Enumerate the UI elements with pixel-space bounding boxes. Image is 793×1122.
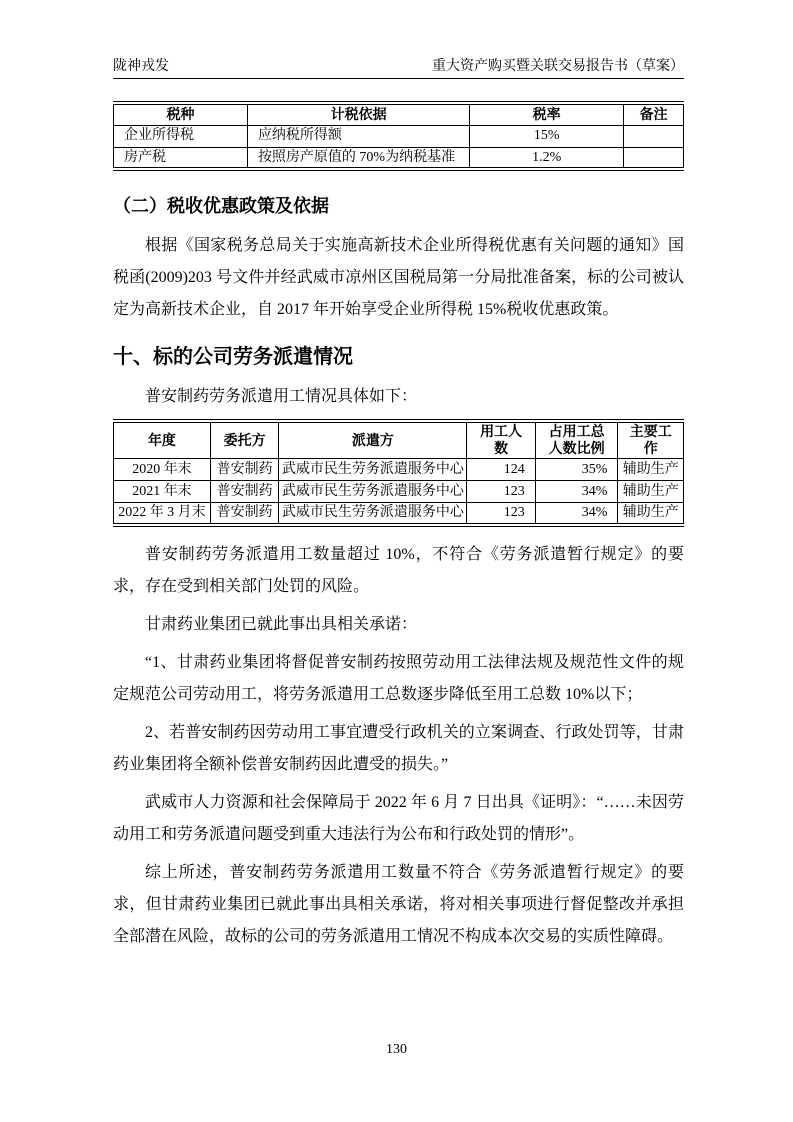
dispatch-col-header-ratio: 占用工总人数比例 [535,421,618,459]
dispatch-col-header-job: 主要工作 [618,421,684,459]
table-cell: 按照房产原值的 70%为纳税基准 [247,147,469,169]
page-number: 130 [386,1042,407,1057]
dispatch-col-header-client: 委托方 [210,421,278,459]
header-report-title: 重大资产购买暨关联交易报告书（草案） [432,59,684,74]
tax-col-header-type: 税种 [114,103,248,125]
labor-dispatch-intro: 普安制药劳务派遣用工情况具体如下： [145,387,418,405]
table-cell [624,125,684,147]
table-cell: 2022 年 3 月末 [114,503,211,525]
table-cell: 123 [467,503,535,525]
labor-paragraph-commitment-2: 2、若普安制药因劳动用工事宜遭受行政机关的立案调查、行政处罚等，甘肃药业集团将全额补偿普安制药因此遭受的损失。” [113,723,684,773]
tax-table-header-row [114,103,684,125]
labor-paragraph-commitment-1: “1、甘肃药业集团将督促普安制药按照劳动用工法律法规及规范性文件的规定规范公司劳动用工，将劳务派遣用工总数逐步降低至用工总数 10%以下； [113,653,684,703]
labor-paragraph-commitment-intro: 甘肃药业集团已就此事出具相关承诺： [145,615,418,633]
table-cell: 普安制药 [210,481,278,503]
tax-table [113,101,684,171]
labor-dispatch-table [113,419,684,527]
table-row [114,147,684,169]
table-cell [624,147,684,169]
labor-paragraph-risk: 普安制药劳务派遣用工数量超过 10%，不符合《劳务派遣暂行规定》的要求，存在受到相关部门处罚的风险。 [113,545,684,595]
table-row [114,503,684,525]
table-cell: 武威市民生劳务派遣服务中心 [279,481,467,503]
table-cell: 企业所得税 [114,125,248,147]
table-cell: 15% [470,125,624,147]
table-cell: 1.2% [470,147,624,169]
table-row [114,459,684,481]
table-cell: 123 [467,481,535,503]
header-company-name: 陇神戎发 [113,59,169,74]
table-cell: 35% [535,459,618,481]
table-cell: 辅助生产 [618,481,684,503]
dispatch-table-header-row [114,421,684,459]
table-row [114,481,684,503]
tax-col-header-rate: 税率 [470,103,624,125]
running-header [113,55,684,79]
page-content [113,0,684,953]
dispatch-col-header-headcount: 用工人数 [467,421,535,459]
table-cell: 应纳税所得额 [247,125,469,147]
table-cell: 辅助生产 [618,459,684,481]
dispatch-col-header-agency: 派遣方 [279,421,467,459]
table-cell: 普安制药 [210,503,278,525]
table-cell: 2020 年末 [114,459,211,481]
table-cell: 124 [467,459,535,481]
table-cell: 房产税 [114,147,248,169]
labor-paragraph-certificate: 武威市人力资源和社会保障局于 2022 年 6 月 7 日出具《证明》：“……未因劳动用工和劳务派遣问题受到重大违法行为公布和行政处罚的情形”。 [113,793,684,843]
table-cell: 普安制药 [210,459,278,481]
table-cell: 34% [535,503,618,525]
labor-paragraph-conclusion: 综上所述，普安制药劳务派遣用工数量不符合《劳务派遣暂行规定》的要求，但甘肃药业集团已就此事出具相关承诺，将对相关事项进行督促整改并承担全部潜在风险，故标的公司的劳务派遣用工情况不构成本次交易的实质性障碍。 [113,863,684,945]
table-cell: 辅助生产 [618,503,684,525]
dispatch-col-header-year: 年度 [114,421,211,459]
section-heading-labor-dispatch: 十、标的公司劳务派遣情况 [113,345,353,368]
tax-col-header-basis: 计税依据 [247,103,469,125]
tax-preference-paragraph: 根据《国家税务总局关于实施高新技术企业所得税优惠有关问题的通知》国税函(2009)203 号文件并经武威市凉州区国税局第一分局批准备案，标的公司被认定为高新技术企业，自 2017 年开始享受企业所得税 15%税收优惠政策。 [113,236,684,318]
table-cell: 2021 年末 [114,481,211,503]
table-cell: 武威市民生劳务派遣服务中心 [279,459,467,481]
table-row [114,125,684,147]
table-cell: 34% [535,481,618,503]
section-heading-tax-preference: （二）税收优惠政策及依据 [113,196,329,216]
tax-col-header-note: 备注 [624,103,684,125]
table-cell: 武威市民生劳务派遣服务中心 [279,503,467,525]
